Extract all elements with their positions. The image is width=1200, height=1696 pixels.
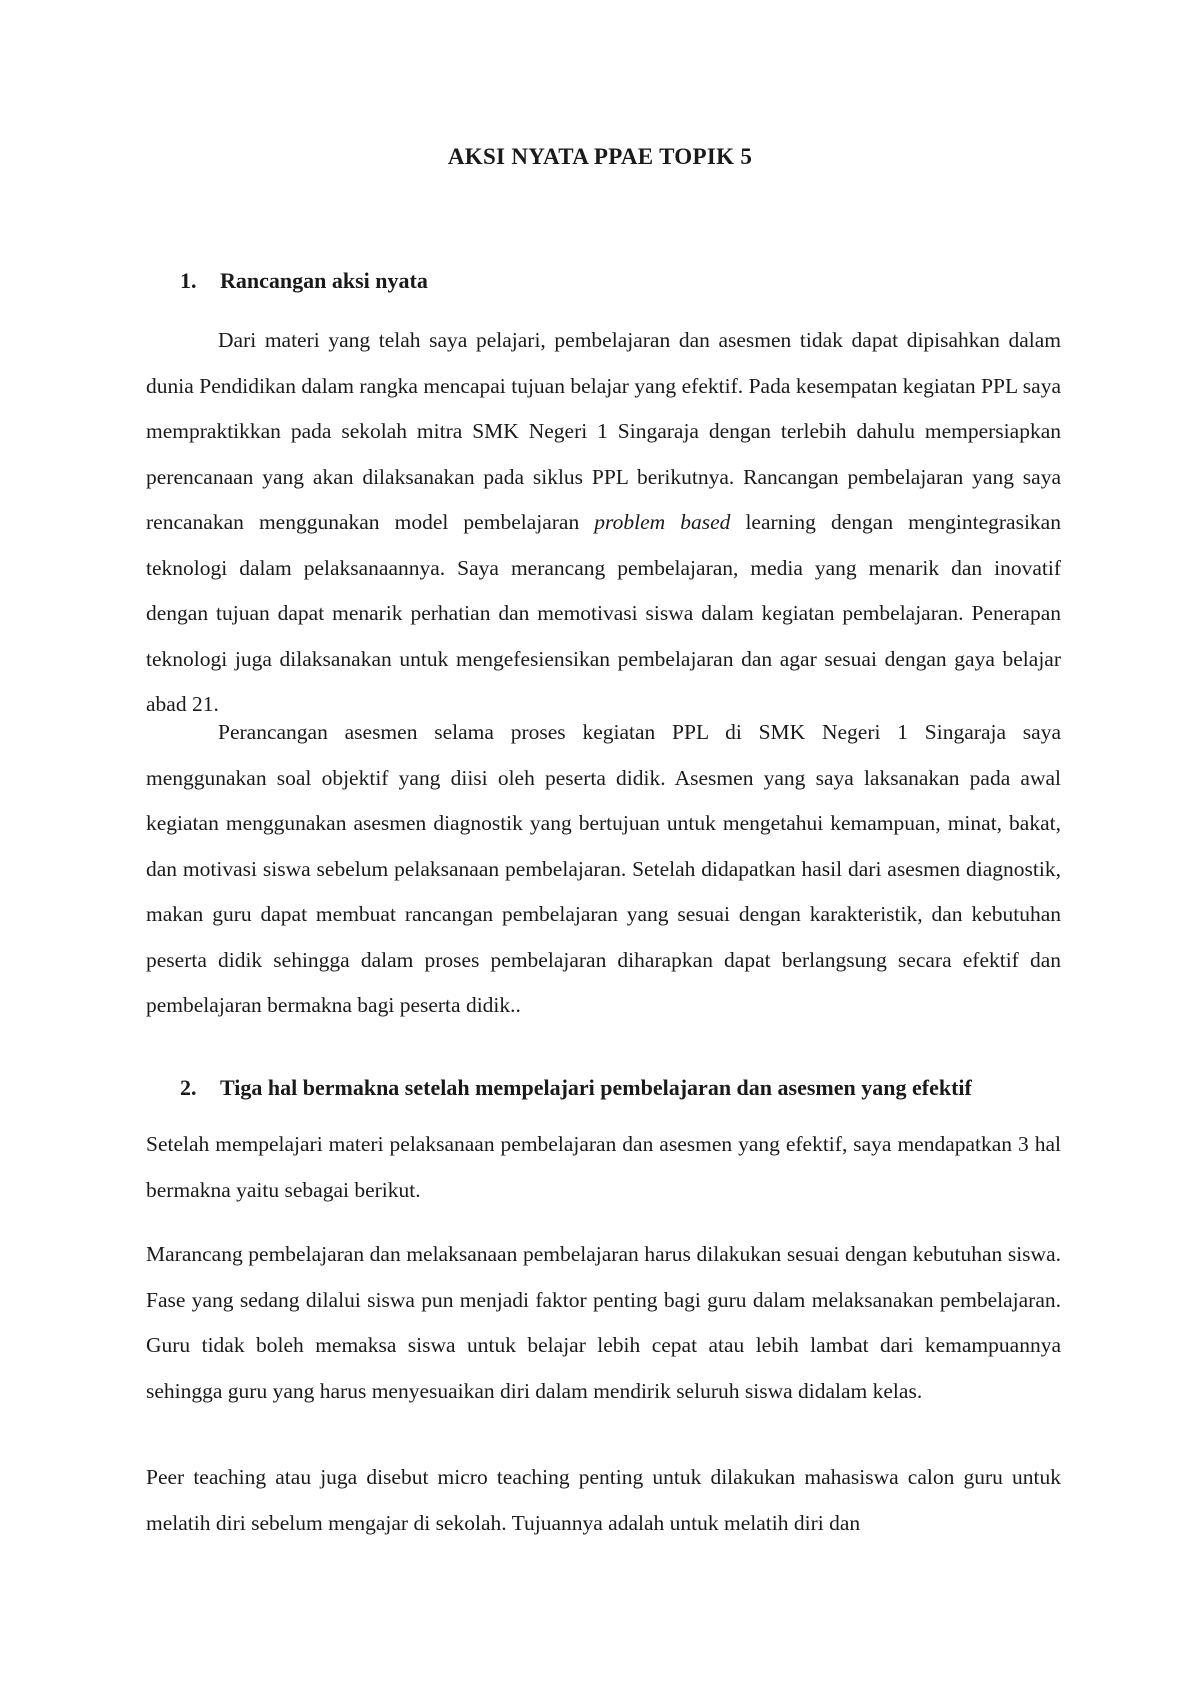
section-2-paragraph-2: Marancang pembelajaran dan melaksanaan pembelajaran harus dilakukan sesuai dengan kebutuhan siswa. Fase yang sedang dilalui siswa pun menjadi faktor penting bagi guru dalam melaksanakan pembelajaran. Guru tidak boleh memaksa siswa untuk belajar lebih cepat atau lebih lambat dari kemampuannya sehingga guru yang harus menyesuaikan diri dalam mendirik seluruh siswa didalam kelas. xyxy=(146,1242,1061,1403)
section-1-number: 1. xyxy=(180,268,197,293)
section-1-heading xyxy=(180,268,428,294)
section-1-paragraph-1-part-b: learning dengan mengintegrasikan teknologi dalam pelaksanaannya. Saya merancang pembelajaran, media yang menarik dan inovatif dengan tujuan dapat menarik perhatian dan memotivasi siswa dalam kegiatan pembelajaran. Penerapan teknologi juga dilaksanakan untuk mengefesiensikan pembelajaran dan agar sesuai dengan gaya belajar abad 21. xyxy=(146,510,1061,716)
section-1-paragraph-1-italic: problem based xyxy=(594,510,731,534)
section-2-paragraph-3: Peer teaching atau juga disebut micro teaching penting untuk dilakukan mahasiswa calon guru untuk melatih diri sebelum mengajar di sekolah. Tujuannya adalah untuk melatih diri dan xyxy=(146,1465,1061,1535)
section-2-number: 2. xyxy=(180,1075,197,1100)
section-2-paragraph-1: Setelah mempelajari materi pelaksanaan pembelajaran dan asesmen yang efektif, saya mendapatkan 3 hal bermakna yaitu sebagai berikut. xyxy=(146,1132,1061,1202)
section-2-heading-text: Tiga hal bermakna setelah mempelajari pembelajaran dan asesmen yang efektif xyxy=(220,1075,972,1100)
section-1-paragraph-2: Perancangan asesmen selama proses kegiatan PPL di SMK Negeri 1 Singaraja saya menggunakan soal objektif yang diisi oleh peserta didik. Asesmen yang saya laksanakan pada awal kegiatan menggunakan asesmen diagnostik yang bertujuan untuk mengetahui kemampuan, minat, bakat, dan motivasi siswa sebelum pelaksanaan pembelajaran. Setelah didapatkan hasil dari asesmen diagnostik, makan guru dapat membuat rancangan pembelajaran yang sesuai dengan karakteristik, dan kebutuhan peserta didik sehingga dalam proses pembelajaran diharapkan dapat berlangsung secara efektif dan pembelajaran bermakna bagi peserta didik.. xyxy=(146,720,1061,1017)
section-1-paragraph-1-part-a: Dari materi yang telah saya pelajari, pembelajaran dan asesmen tidak dapat dipisahkan dalam dunia Pendidikan dalam rangka mencapai tujuan belajar yang efektif. Pada kesempatan kegiatan PPL saya mempraktikkan pada sekolah mitra SMK Negeri 1 Singaraja dengan terlebih dahulu mempersiapkan perencanaan yang akan dilaksanakan pada siklus PPL berikutnya. Rancangan pembelajaran yang saya rencanakan menggunakan model pembelajaran xyxy=(146,328,1061,534)
section-1-paragraph-1 xyxy=(146,318,1061,728)
section-1-heading-text: Rancangan aksi nyata xyxy=(220,268,428,293)
document-title: AKSI NYATA PPAE TOPIK 5 xyxy=(447,144,753,169)
section-2-heading xyxy=(180,1075,972,1101)
